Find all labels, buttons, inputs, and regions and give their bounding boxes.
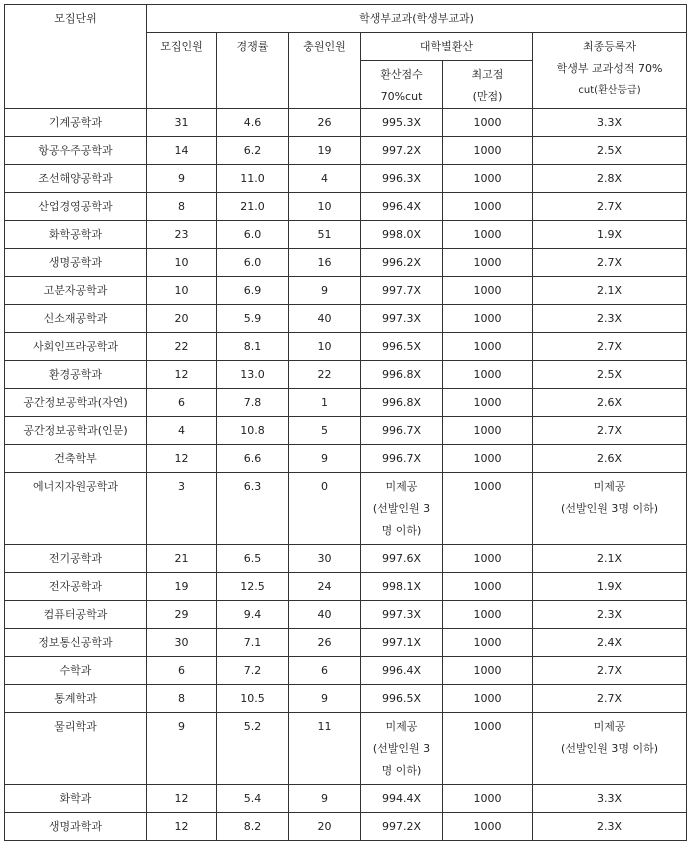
- recruit-cell: 10: [147, 249, 217, 277]
- final-cell: 2.3X: [533, 305, 687, 333]
- header-final-line1: 최종등록자: [582, 40, 637, 53]
- score-cell: 997.6X: [361, 545, 443, 573]
- max-cell: 1000: [443, 445, 533, 473]
- recruit-cell: 12: [147, 785, 217, 813]
- recruit-cell: 12: [147, 813, 217, 841]
- max-cell: 1000: [443, 109, 533, 137]
- recruit-cell: 14: [147, 137, 217, 165]
- competition-cell: 6.2: [217, 137, 289, 165]
- competition-cell: 7.1: [217, 629, 289, 657]
- score-cell: 997.3X: [361, 601, 443, 629]
- final-cell: 2.7X: [533, 657, 687, 685]
- table-row: [5, 545, 687, 573]
- header-max-line2: (만점): [472, 90, 503, 103]
- header-conv-score: [361, 61, 443, 109]
- score-cell: [361, 713, 443, 785]
- final-cell: 2.7X: [533, 193, 687, 221]
- extra-cell: 26: [289, 109, 361, 137]
- competition-cell: 7.2: [217, 657, 289, 685]
- final-cell: 2.5X: [533, 137, 687, 165]
- final-cell: 2.7X: [533, 333, 687, 361]
- extra-cell: 40: [289, 305, 361, 333]
- score-cell: 996.4X: [361, 657, 443, 685]
- score-line2: (선발인원 3: [372, 502, 431, 515]
- competition-cell: 10.5: [217, 685, 289, 713]
- competition-cell: 8.2: [217, 813, 289, 841]
- score-cell: 996.7X: [361, 445, 443, 473]
- extra-cell: 9: [289, 685, 361, 713]
- competition-cell: 6.5: [217, 545, 289, 573]
- unit-cell: 사회인프라공학과: [5, 333, 147, 361]
- recruit-cell: 6: [147, 657, 217, 685]
- score-cell: [361, 473, 443, 545]
- header-final: [533, 33, 687, 109]
- table-row: [5, 813, 687, 841]
- unit-cell: 생명공학과: [5, 249, 147, 277]
- competition-cell: 13.0: [217, 361, 289, 389]
- header-max-line1: 최고점: [471, 68, 504, 81]
- final-cell: 2.7X: [533, 417, 687, 445]
- score-cell: 996.5X: [361, 685, 443, 713]
- table-row: [5, 445, 687, 473]
- table-row: [5, 417, 687, 445]
- final-cell: 2.6X: [533, 445, 687, 473]
- score-cell: 997.1X: [361, 629, 443, 657]
- header-conversion: 대학별환산: [361, 33, 533, 61]
- unit-cell: 수학과: [5, 657, 147, 685]
- unit-cell: 정보통신공학과: [5, 629, 147, 657]
- recruit-cell: 22: [147, 333, 217, 361]
- final-cell: [533, 713, 687, 785]
- unit-cell: 공간정보공학과(인문): [5, 417, 147, 445]
- recruit-cell: 23: [147, 221, 217, 249]
- competition-cell: 5.4: [217, 785, 289, 813]
- max-cell: 1000: [443, 785, 533, 813]
- competition-cell: 7.8: [217, 389, 289, 417]
- final-cell: 2.7X: [533, 249, 687, 277]
- unit-cell: 화학과: [5, 785, 147, 813]
- table-row: [5, 629, 687, 657]
- recruit-cell: 21: [147, 545, 217, 573]
- final-line1: 미제공: [593, 720, 626, 733]
- extra-cell: 22: [289, 361, 361, 389]
- unit-cell: 환경공학과: [5, 361, 147, 389]
- final-line1: 미제공: [593, 480, 626, 493]
- recruit-cell: 9: [147, 165, 217, 193]
- unit-cell: 컴퓨터공학과: [5, 601, 147, 629]
- final-cell: 1.9X: [533, 221, 687, 249]
- competition-cell: 10.8: [217, 417, 289, 445]
- max-cell: 1000: [443, 629, 533, 657]
- final-cell: 2.4X: [533, 629, 687, 657]
- max-cell: 1000: [443, 277, 533, 305]
- final-cell: [533, 473, 687, 545]
- recruit-cell: 12: [147, 361, 217, 389]
- table-row: [5, 193, 687, 221]
- table-body: [5, 109, 687, 841]
- max-cell: 1000: [443, 165, 533, 193]
- extra-cell: 0: [289, 473, 361, 545]
- extra-cell: 20: [289, 813, 361, 841]
- final-cell: 2.3X: [533, 601, 687, 629]
- extra-cell: 51: [289, 221, 361, 249]
- table-row: [5, 785, 687, 813]
- header-conv-score-line1: 환산점수: [380, 68, 423, 81]
- final-line2: (선발인원 3명 이하): [561, 742, 659, 755]
- recruit-cell: 30: [147, 629, 217, 657]
- unit-cell: 생명과학과: [5, 813, 147, 841]
- header-conv-score-line2: 70%cut: [380, 90, 423, 103]
- competition-cell: 5.2: [217, 713, 289, 785]
- unit-cell: 항공우주공학과: [5, 137, 147, 165]
- extra-cell: 6: [289, 657, 361, 685]
- recruit-cell: 9: [147, 713, 217, 785]
- unit-cell: 건축학부: [5, 445, 147, 473]
- header-final-line2: 학생부 교과성적 70%: [556, 62, 663, 75]
- table-row: [5, 165, 687, 193]
- score-line1: 미제공: [385, 480, 418, 493]
- unit-cell: 화학공학과: [5, 221, 147, 249]
- competition-cell: 21.0: [217, 193, 289, 221]
- unit-cell: 공간정보공학과(자연): [5, 389, 147, 417]
- score-line3: 명 이하): [381, 764, 422, 777]
- score-cell: 995.3X: [361, 109, 443, 137]
- table-row: [5, 713, 687, 785]
- extra-cell: 10: [289, 333, 361, 361]
- table-row: [5, 361, 687, 389]
- header-unit: 모집단위: [5, 5, 147, 109]
- competition-cell: 6.9: [217, 277, 289, 305]
- max-cell: 1000: [443, 361, 533, 389]
- extra-cell: 26: [289, 629, 361, 657]
- score-cell: 998.1X: [361, 573, 443, 601]
- score-cell: 997.2X: [361, 137, 443, 165]
- recruit-cell: 19: [147, 573, 217, 601]
- unit-cell: 통계학과: [5, 685, 147, 713]
- table-row: [5, 305, 687, 333]
- recruit-cell: 12: [147, 445, 217, 473]
- competition-cell: 11.0: [217, 165, 289, 193]
- extra-cell: 9: [289, 785, 361, 813]
- competition-cell: 8.1: [217, 333, 289, 361]
- score-cell: 996.4X: [361, 193, 443, 221]
- max-cell: 1000: [443, 713, 533, 785]
- score-cell: 996.7X: [361, 417, 443, 445]
- max-cell: 1000: [443, 545, 533, 573]
- max-cell: 1000: [443, 221, 533, 249]
- table-row: [5, 657, 687, 685]
- recruit-cell: 6: [147, 389, 217, 417]
- competition-cell: 6.0: [217, 249, 289, 277]
- final-cell: 2.5X: [533, 361, 687, 389]
- unit-cell: 산업경영공학과: [5, 193, 147, 221]
- header-extra: 충원인원: [289, 33, 361, 109]
- competition-cell: 9.4: [217, 601, 289, 629]
- unit-cell: 전자공학과: [5, 573, 147, 601]
- header-group: 학생부교과(학생부교과): [147, 5, 687, 33]
- recruit-cell: 8: [147, 685, 217, 713]
- recruit-cell: 8: [147, 193, 217, 221]
- unit-cell: 신소재공학과: [5, 305, 147, 333]
- competition-cell: 4.6: [217, 109, 289, 137]
- final-cell: 2.3X: [533, 813, 687, 841]
- competition-cell: 6.3: [217, 473, 289, 545]
- table-row: [5, 389, 687, 417]
- score-cell: 996.8X: [361, 389, 443, 417]
- max-cell: 1000: [443, 417, 533, 445]
- score-cell: 996.3X: [361, 165, 443, 193]
- admission-table: [4, 4, 687, 841]
- final-line2: (선발인원 3명 이하): [561, 502, 659, 515]
- max-cell: 1000: [443, 249, 533, 277]
- extra-cell: 19: [289, 137, 361, 165]
- max-cell: 1000: [443, 473, 533, 545]
- table-row: [5, 601, 687, 629]
- table-row: [5, 137, 687, 165]
- score-cell: 997.3X: [361, 305, 443, 333]
- extra-cell: 1: [289, 389, 361, 417]
- competition-cell: 6.0: [217, 221, 289, 249]
- extra-cell: 30: [289, 545, 361, 573]
- extra-cell: 5: [289, 417, 361, 445]
- max-cell: 1000: [443, 573, 533, 601]
- extra-cell: 24: [289, 573, 361, 601]
- table-row: [5, 573, 687, 601]
- extra-cell: 4: [289, 165, 361, 193]
- final-cell: 1.9X: [533, 573, 687, 601]
- final-cell: 2.1X: [533, 545, 687, 573]
- unit-cell: 전기공학과: [5, 545, 147, 573]
- extra-cell: 11: [289, 713, 361, 785]
- unit-cell: 기계공학과: [5, 109, 147, 137]
- recruit-cell: 29: [147, 601, 217, 629]
- competition-cell: 12.5: [217, 573, 289, 601]
- score-cell: 996.2X: [361, 249, 443, 277]
- max-cell: 1000: [443, 657, 533, 685]
- extra-cell: 16: [289, 249, 361, 277]
- final-cell: 2.6X: [533, 389, 687, 417]
- max-cell: 1000: [443, 813, 533, 841]
- score-line2: (선발인원 3: [372, 742, 431, 755]
- score-line1: 미제공: [385, 720, 418, 733]
- header-recruit: 모집인원: [147, 33, 217, 109]
- competition-cell: 5.9: [217, 305, 289, 333]
- final-cell: 2.7X: [533, 685, 687, 713]
- table-row: [5, 685, 687, 713]
- score-cell: 997.2X: [361, 813, 443, 841]
- header-final-line3: cut(환산등급): [578, 85, 641, 96]
- header-competition: 경쟁률: [217, 33, 289, 109]
- final-cell: 3.3X: [533, 785, 687, 813]
- final-cell: 2.8X: [533, 165, 687, 193]
- recruit-cell: 31: [147, 109, 217, 137]
- table-row: [5, 249, 687, 277]
- competition-cell: 6.6: [217, 445, 289, 473]
- extra-cell: 10: [289, 193, 361, 221]
- max-cell: 1000: [443, 601, 533, 629]
- score-cell: 996.5X: [361, 333, 443, 361]
- final-cell: 2.1X: [533, 277, 687, 305]
- unit-cell: 고분자공학과: [5, 277, 147, 305]
- table-row: [5, 277, 687, 305]
- unit-cell: 물리학과: [5, 713, 147, 785]
- recruit-cell: 10: [147, 277, 217, 305]
- max-cell: 1000: [443, 305, 533, 333]
- score-cell: 994.4X: [361, 785, 443, 813]
- recruit-cell: 4: [147, 417, 217, 445]
- unit-cell: 에너지자원공학과: [5, 473, 147, 545]
- table-row: [5, 109, 687, 137]
- score-line3: 명 이하): [381, 524, 422, 537]
- extra-cell: 40: [289, 601, 361, 629]
- max-cell: 1000: [443, 333, 533, 361]
- max-cell: 1000: [443, 685, 533, 713]
- unit-cell: 조선해양공학과: [5, 165, 147, 193]
- extra-cell: 9: [289, 445, 361, 473]
- score-cell: 998.0X: [361, 221, 443, 249]
- recruit-cell: 20: [147, 305, 217, 333]
- table-row: [5, 333, 687, 361]
- header-max: [443, 61, 533, 109]
- max-cell: 1000: [443, 193, 533, 221]
- score-cell: 997.7X: [361, 277, 443, 305]
- table-row: [5, 473, 687, 545]
- extra-cell: 9: [289, 277, 361, 305]
- table-row: [5, 221, 687, 249]
- final-cell: 3.3X: [533, 109, 687, 137]
- recruit-cell: 3: [147, 473, 217, 545]
- max-cell: 1000: [443, 389, 533, 417]
- score-cell: 996.8X: [361, 361, 443, 389]
- max-cell: 1000: [443, 137, 533, 165]
